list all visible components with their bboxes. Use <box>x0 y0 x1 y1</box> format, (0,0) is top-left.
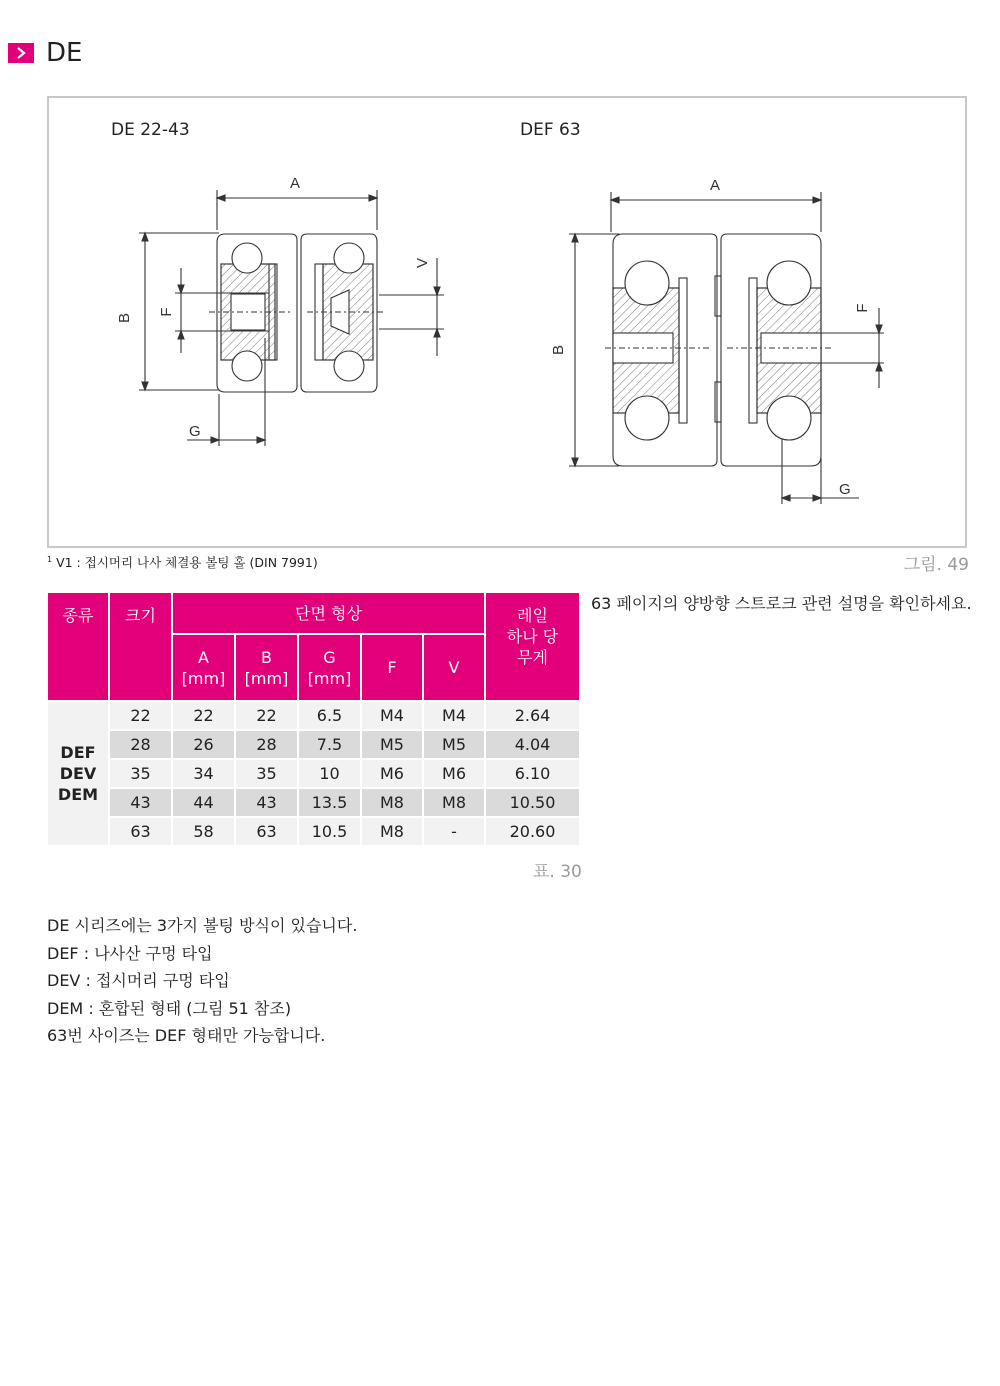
size-cell: 43 <box>109 788 172 817</box>
body-line: DE 시리즈에는 3가지 볼팅 방식이 있습니다. <box>47 916 358 935</box>
chevron-right-icon <box>8 43 34 63</box>
dim-label-f-right: F <box>854 303 871 313</box>
section-title: DE <box>46 38 83 68</box>
dim-label-f-left: F <box>158 307 175 317</box>
v-cell: M5 <box>423 730 485 759</box>
v-cell: M6 <box>423 759 485 788</box>
b-cell: 63 <box>235 817 298 846</box>
dim-label-g-left: G <box>189 423 201 440</box>
a-cell: 34 <box>172 759 235 788</box>
header-a: A [mm] <box>172 634 235 701</box>
figure-footnote <box>47 553 318 571</box>
f-cell: M5 <box>361 730 423 759</box>
type-cell: DEF DEV DEM <box>47 701 109 846</box>
body-line: DEV : 접시머리 구멍 타입 <box>47 971 230 990</box>
body-line: 63번 사이즈는 DEF 형태만 가능합니다. <box>47 1026 326 1045</box>
dim-label-b-right: B <box>550 344 567 356</box>
weight-cell: 20.60 <box>485 817 580 846</box>
a-cell: 26 <box>172 730 235 759</box>
footnote-mark: 1 <box>47 554 53 564</box>
dim-label-b-left: B <box>116 312 133 324</box>
dim-label-a-right: A <box>710 177 721 194</box>
dim-label-a-left: A <box>290 175 301 192</box>
footnote-text: V1 : 접시머리 나사 체결용 볼팅 홀 (DIN 7991) <box>56 555 318 570</box>
header-size: 크기 <box>109 592 172 701</box>
table-row <box>47 788 580 817</box>
dim-label-g-right: G <box>839 481 851 498</box>
header-f: F <box>361 634 423 701</box>
size-cell: 22 <box>109 701 172 730</box>
technical-drawing-figure <box>47 96 967 548</box>
header-g: G [mm] <box>298 634 361 701</box>
b-cell: 22 <box>235 701 298 730</box>
a-cell: 44 <box>172 788 235 817</box>
table-row <box>47 730 580 759</box>
weight-cell: 4.04 <box>485 730 580 759</box>
side-note: 63 페이지의 양방향 스트로크 관련 설명을 확인하세요. <box>591 594 972 613</box>
table-number: 표. 30 <box>533 862 582 882</box>
b-cell: 43 <box>235 788 298 817</box>
drawing-def-63 <box>539 168 909 513</box>
dim-label-v-left: V <box>414 257 431 269</box>
g-cell: 13.5 <box>298 788 361 817</box>
f-cell: M8 <box>361 817 423 846</box>
size-cell: 35 <box>109 759 172 788</box>
f-cell: M6 <box>361 759 423 788</box>
header-type: 종류 <box>47 592 109 701</box>
a-cell: 58 <box>172 817 235 846</box>
a-cell: 22 <box>172 701 235 730</box>
g-cell: 6.5 <box>298 701 361 730</box>
header-b: B [mm] <box>235 634 298 701</box>
v-cell: - <box>423 817 485 846</box>
b-cell: 28 <box>235 730 298 759</box>
f-cell: M8 <box>361 788 423 817</box>
table-row <box>47 817 580 846</box>
weight-cell: 2.64 <box>485 701 580 730</box>
spec-table <box>46 591 581 847</box>
header-weight: 레일 하나 당 무게 <box>485 592 580 701</box>
b-cell: 35 <box>235 759 298 788</box>
body-line: DEM : 혼합된 형태 (그림 51 참조) <box>47 998 292 1018</box>
weight-cell: 6.10 <box>485 759 580 788</box>
header-v: V <box>423 634 485 701</box>
v-cell: M8 <box>423 788 485 817</box>
figure-label-right: DEF 63 <box>520 120 581 140</box>
figure-label-left: DE 22-43 <box>111 120 190 140</box>
body-text <box>47 912 357 1050</box>
g-cell: 10 <box>298 759 361 788</box>
f-cell: M4 <box>361 701 423 730</box>
table-row <box>47 701 580 730</box>
figure-number: 그림. 49 <box>903 555 969 575</box>
header-cross-section: 단면 형상 <box>172 592 485 634</box>
table-row <box>47 759 580 788</box>
g-cell: 7.5 <box>298 730 361 759</box>
size-cell: 28 <box>109 730 172 759</box>
size-cell: 63 <box>109 817 172 846</box>
g-cell: 10.5 <box>298 817 361 846</box>
weight-cell: 10.50 <box>485 788 580 817</box>
v-cell: M4 <box>423 701 485 730</box>
body-line: DEF : 나사산 구멍 타입 <box>47 943 213 963</box>
section-header <box>8 38 82 68</box>
drawing-de-22-43 <box>109 168 469 478</box>
